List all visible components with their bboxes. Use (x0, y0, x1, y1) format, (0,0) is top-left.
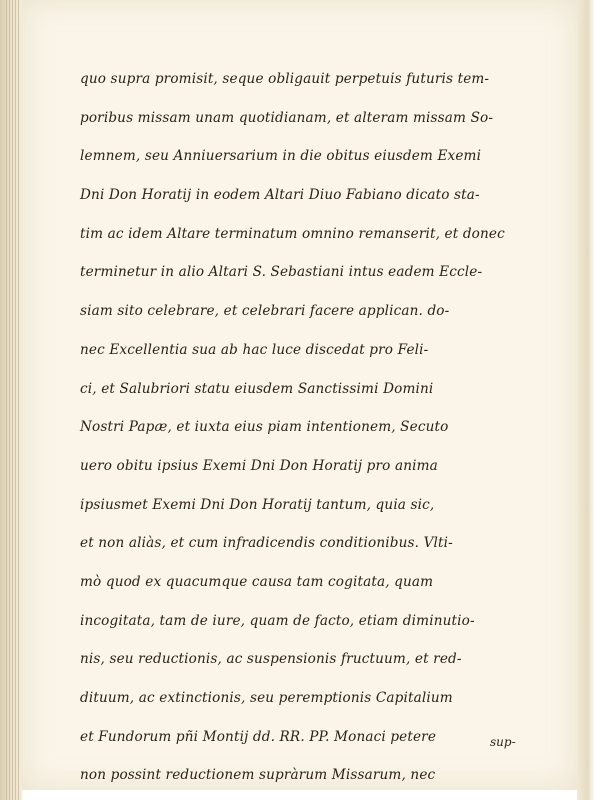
text-line: non possint reductionem supràrum Missarum, nec (80, 767, 436, 784)
page-right-edge (577, 0, 595, 800)
text-line: ci, et Salubriori statu eiusdem Sanctissimi Domini (80, 380, 434, 397)
text-line: et non aliàs, et cum infradicendis conditionibus. Vlti- (80, 535, 453, 552)
text-line: nec Excellentia sua ab hac luce discedat pro Feli- (80, 341, 429, 358)
text-line: dituum, ac extinctionis, seu peremptionis Capitalium (80, 690, 453, 706)
text-line: terminetur in alio Altari S. Sebastiani intus eadem Eccle- (80, 264, 483, 281)
handwritten-text (80, 60, 540, 795)
page-stack-edges (6, 0, 20, 800)
text-line: nis, seu reductionis, ac suspensionis fructuum, et red- (80, 651, 462, 668)
text-line: Nostri Papæ, et iuxta eius piam intentionem, Secuto (80, 419, 449, 436)
text-line: Dni Don Horatij in eodem Altari Diuo Fabiano dicato sta- (80, 187, 480, 204)
text-line: et Fundorum pñi Montij dd. RR. PP. Monaci petere (80, 728, 437, 745)
catchword: sup- (490, 735, 516, 749)
text-line: tim ac idem Altare terminatum omnino remanserit, et donec (80, 225, 505, 242)
manuscript-page (22, 0, 577, 790)
text-line: quo supra promisit, seque obligauit perpetuis futuris tem- (80, 71, 490, 87)
text-line: uero obitu ipsius Exemi Dni Don Horatij pro anima (80, 457, 438, 474)
text-line: poribus missam unam quotidianam, et alteram missam So- (80, 109, 494, 126)
text-line: siam sito celebrare, et celebrari facere applican. do- (80, 303, 450, 320)
text-line: lemnem, seu Anniuersarium in die obitus eiusdem Exemi (80, 148, 482, 165)
text-line: ipsiusmet Exemi Dni Don Horatij tantum, quia sic, (80, 496, 435, 513)
text-line: mò quod ex quacumque causa tam cogitata, quam (80, 573, 434, 590)
text-line: incogitata, tam de iure, quam de facto, etiam diminutio- (80, 612, 475, 629)
